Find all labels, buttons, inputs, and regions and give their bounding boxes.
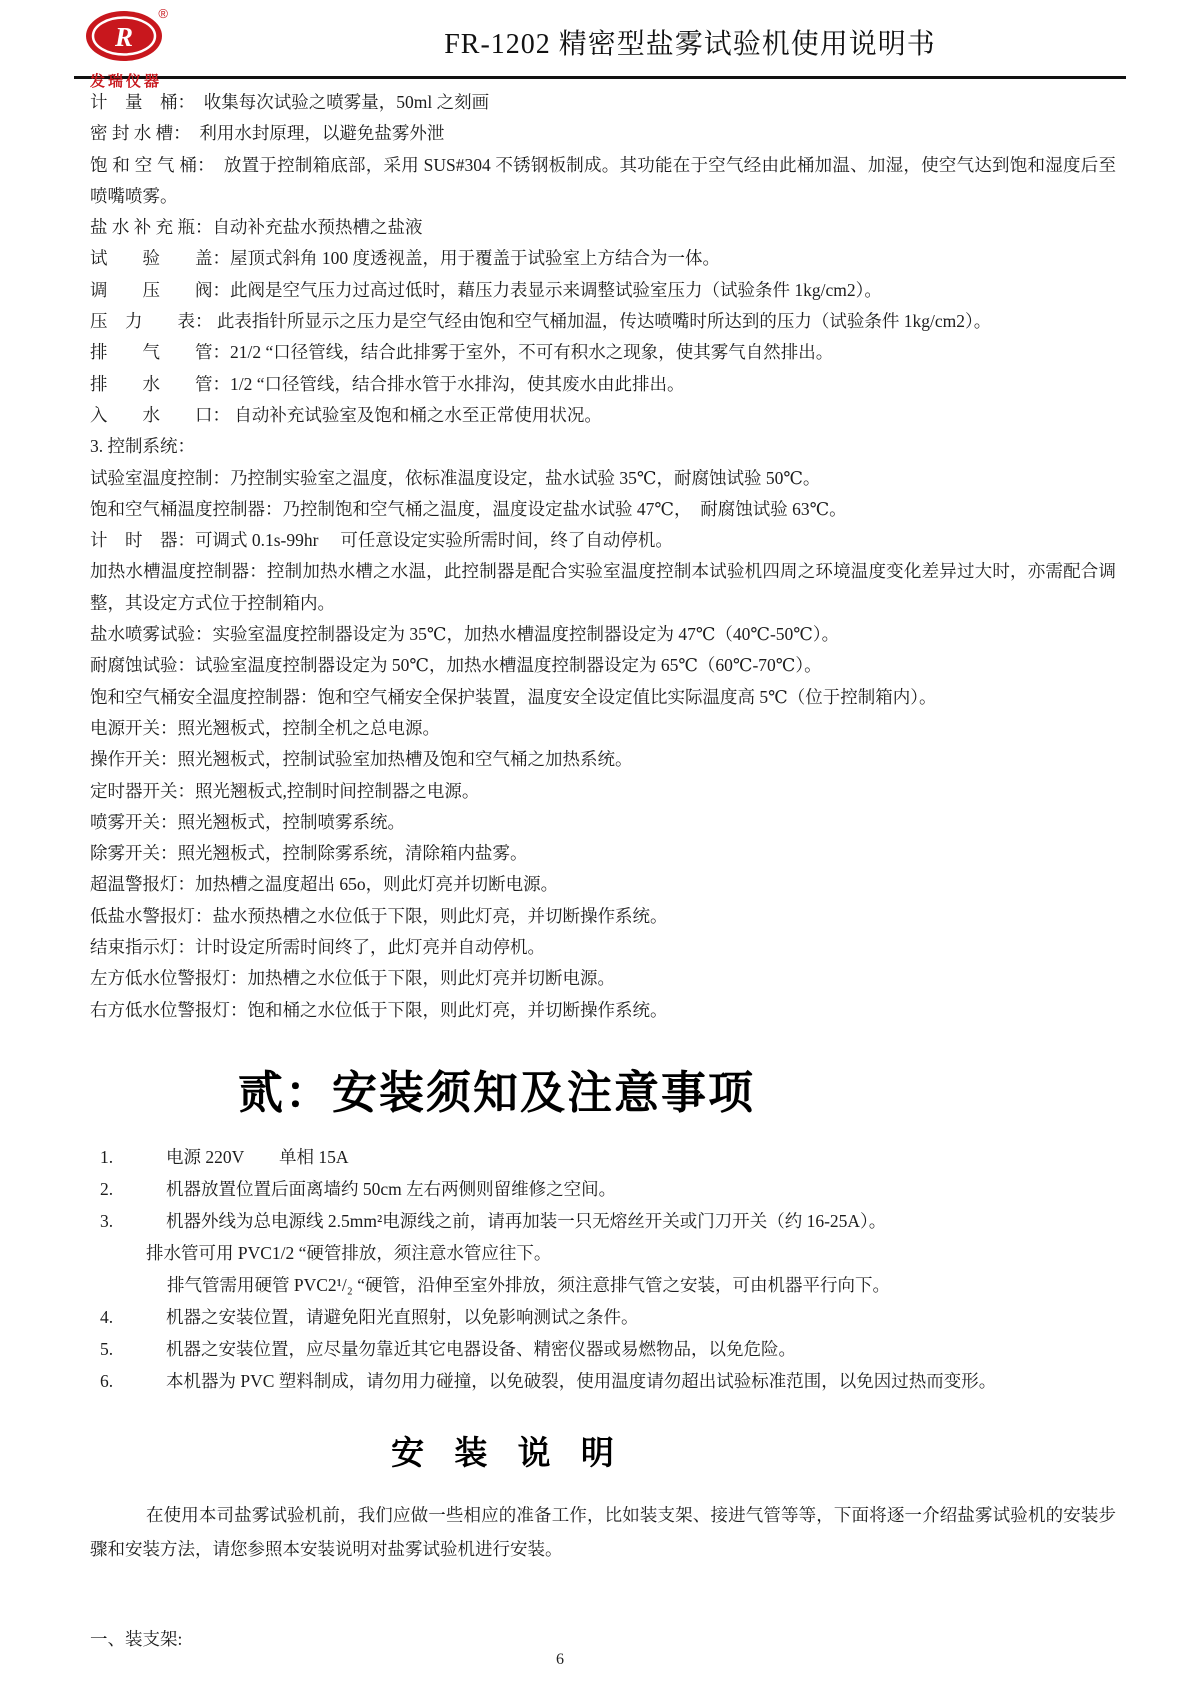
list-item-text: 机器放置位置后面离墙约 50cm 左右两侧则留维修之空间。 xyxy=(166,1178,617,1199)
glossary-line: 盐水喷雾试验：实验室温度控制器设定为 35℃，加热水槽温度控制器设定为 47℃（40℃-50℃）。 xyxy=(90,624,840,645)
glossary-line: 耐腐蚀试验：试验室温度控制器设定为 50℃，加热水槽温度控制器设定为 65℃（60℃-70℃）。 xyxy=(90,655,822,676)
glossary-line: 喷雾开关：照光翘板式，控制喷雾系统。 xyxy=(90,811,405,832)
glossary-line: 低盐水警报灯：盐水预热槽之水位低于下限，则此灯亮，并切断操作系统。 xyxy=(90,905,668,926)
glossary-line: 饱和空气桶安全温度控制器：饱和空气桶安全保护装置，温度安全设定值比实际温度高 5℃（位于控制箱内）。 xyxy=(90,686,937,707)
glossary-line: 密 封 水 槽： 利用水封原理，以避免盐雾外泄 xyxy=(90,123,445,144)
list-item-number: 6. xyxy=(100,1370,114,1391)
page-content xyxy=(0,79,1200,1655)
list-item-text: 机器外线为总电源线 2.5mm²电源线之前，请再加装一只无熔丝开关或门刀开关（约 16-25A）。 xyxy=(166,1210,887,1231)
brand-logo-icon xyxy=(84,10,168,64)
section-heading-install-notes: 贰：安装须知及注意事项 xyxy=(238,1067,756,1118)
glossary-line: 计 时 器：可调式 0.1s-99hr 可任意设定实验所需时间，终了自动停机。 xyxy=(90,530,673,551)
glossary-line: 压 力 表： 此表指针所显示之压力是空气经由饱和空气桶加温，传达喷嘴时所达到的压力（试验条件 1kg/cm2）。 xyxy=(90,311,992,332)
glossary-line: 除雾开关：照光翘板式，控制除雾系统，清除箱内盐雾。 xyxy=(90,843,528,864)
list-item xyxy=(90,1333,1116,1365)
glossary-line: 试 验 盖：屋顶式斜角 100 度透视盖，用于覆盖于试验室上方结合为一体。 xyxy=(90,248,720,269)
control-system-subtitle: 3. 控制系统： xyxy=(90,436,195,457)
glossary-line: 左方低水位警报灯：加热槽之水位低于下限，则此灯亮并切断电源。 xyxy=(90,968,615,989)
glossary-line: 饱和空气桶温度控制器：乃控制饱和空气桶之温度，温度设定盐水试验 47℃， 耐腐蚀试验 63℃。 xyxy=(90,498,847,519)
list-item xyxy=(90,1269,1116,1301)
glossary-line: 排 气 管：21/2 “口径管线，结合此排雾于室外，不可有积水之现象，使其雾气自然排出。 xyxy=(90,342,834,363)
glossary-line: 电源开关：照光翘板式，控制全机之总电源。 xyxy=(90,717,440,738)
document-title: FR-1202 精密型盐雾试验机使用说明书 xyxy=(444,29,936,60)
brand-mark-letter: R xyxy=(114,22,134,52)
list-item xyxy=(90,1173,1116,1205)
glossary-line: 饱 和 空 气 桶： 放置于控制箱底部，采用 SUS#304 不锈钢板制成。其功能在于空气经由此桶加温、加湿，使空气达到饱和湿度后至喷嘴喷雾。 xyxy=(90,154,1116,206)
list-item xyxy=(90,1237,1116,1269)
list-item xyxy=(90,1205,1116,1237)
list-item-text: 排气管需用硬管 PVC2¹/₂ “硬管，沿伸至室外排放，须注意排气管之安装，可由机器平行向下。 xyxy=(167,1274,891,1295)
glossary-line: 盐 水 补 充 瓶：自动补充盐水预热槽之盐液 xyxy=(90,217,423,238)
subheading-mount-bracket: 一、装支架: xyxy=(90,1628,183,1649)
list-item xyxy=(90,1301,1116,1333)
list-item xyxy=(90,1141,1116,1173)
section-heading-install-guide: 安 装 说 明 xyxy=(391,1435,625,1472)
glossary-line: 调 压 阀：此阀是空气压力过高过低时，藉压力表显示来调整试验室压力（试验条件 1kg/cm2）。 xyxy=(90,279,882,300)
intro-paragraph: 在使用本司盐雾试验机前，我们应做一些相应的准备工作，比如装支架、接进气管等等，下面将逐一介绍盐雾试验机的安装步骤和安装方法，请您参照本安装说明对盐雾试验机进行安装。 xyxy=(90,1504,1116,1559)
glossary-line: 超温警报灯：加热槽之温度超出 65o，则此灯亮并切断电源。 xyxy=(90,874,559,895)
list-item-text: 机器之安装位置，请避免阳光直照射，以免影响测试之条件。 xyxy=(166,1306,639,1327)
glossary-line: 入 水 口： 自动补充试验室及饱和桶之水至正常使用状况。 xyxy=(90,404,602,425)
page-header xyxy=(0,0,1200,90)
list-item-text: 排水管可用 PVC1/2 “硬管排放，须注意水管应往下。 xyxy=(146,1242,552,1263)
list-item-number: 2. xyxy=(100,1178,114,1199)
list-item-text: 电源 220V 单相 15A xyxy=(166,1146,349,1167)
brand-name: 发瑞仪器 xyxy=(90,74,163,90)
glossary-line: 加热水槽温度控制器：控制加热水槽之水温，此控制器是配合实验室温度控制本试验机四周之环境温度变化差异过大时，亦需配合调整，其设定方式位于控制箱内。 xyxy=(90,561,1116,613)
glossary-line: 计 量 桶： 收集每次试验之喷雾量，50ml 之刻画 xyxy=(90,92,490,112)
glossary-line: 试验室温度控制：乃控制实验室之温度，依标准温度设定，盐水试验 35℃，耐腐蚀试验 50℃。 xyxy=(90,467,821,488)
glossary-line: 结束指示灯：计时设定所需时间终了，此灯亮并自动停机。 xyxy=(90,937,545,958)
page-number: 6 xyxy=(556,1651,564,1668)
registered-trademark-icon: ® xyxy=(158,6,168,21)
list-item-text: 本机器为 PVC 塑料制成，请勿用力碰撞，以免破裂，使用温度请勿超出试验标准范围，以免因过热而变形。 xyxy=(166,1370,997,1391)
glossary-line: 右方低水位警报灯：饱和桶之水位低于下限，则此灯亮，并切断操作系统。 xyxy=(90,999,668,1020)
glossary-line: 定时器开关：照光翘板式,控制时间控制器之电源。 xyxy=(90,780,480,801)
list-item xyxy=(90,1365,1116,1397)
list-item-text: 机器之安装位置，应尽量勿靠近其它电器设备、精密仪器或易燃物品，以免危险。 xyxy=(166,1338,796,1359)
glossary-line: 排 水 管：1/2 “口径管线，结合排水管于水排沟，使其废水由此排出。 xyxy=(90,373,685,394)
list-item-number: 4. xyxy=(100,1306,114,1327)
install-notes-list xyxy=(90,1141,1116,1397)
glossary-line: 操作开关：照光翘板式，控制试验室加热槽及饱和空气桶之加热系统。 xyxy=(90,749,633,770)
install-guide-intro xyxy=(90,1498,1116,1566)
list-item-number: 1. xyxy=(100,1146,114,1167)
list-item-number: 3. xyxy=(100,1210,114,1231)
list-item-number: 5. xyxy=(100,1338,114,1359)
glossary-section xyxy=(90,87,1116,1026)
